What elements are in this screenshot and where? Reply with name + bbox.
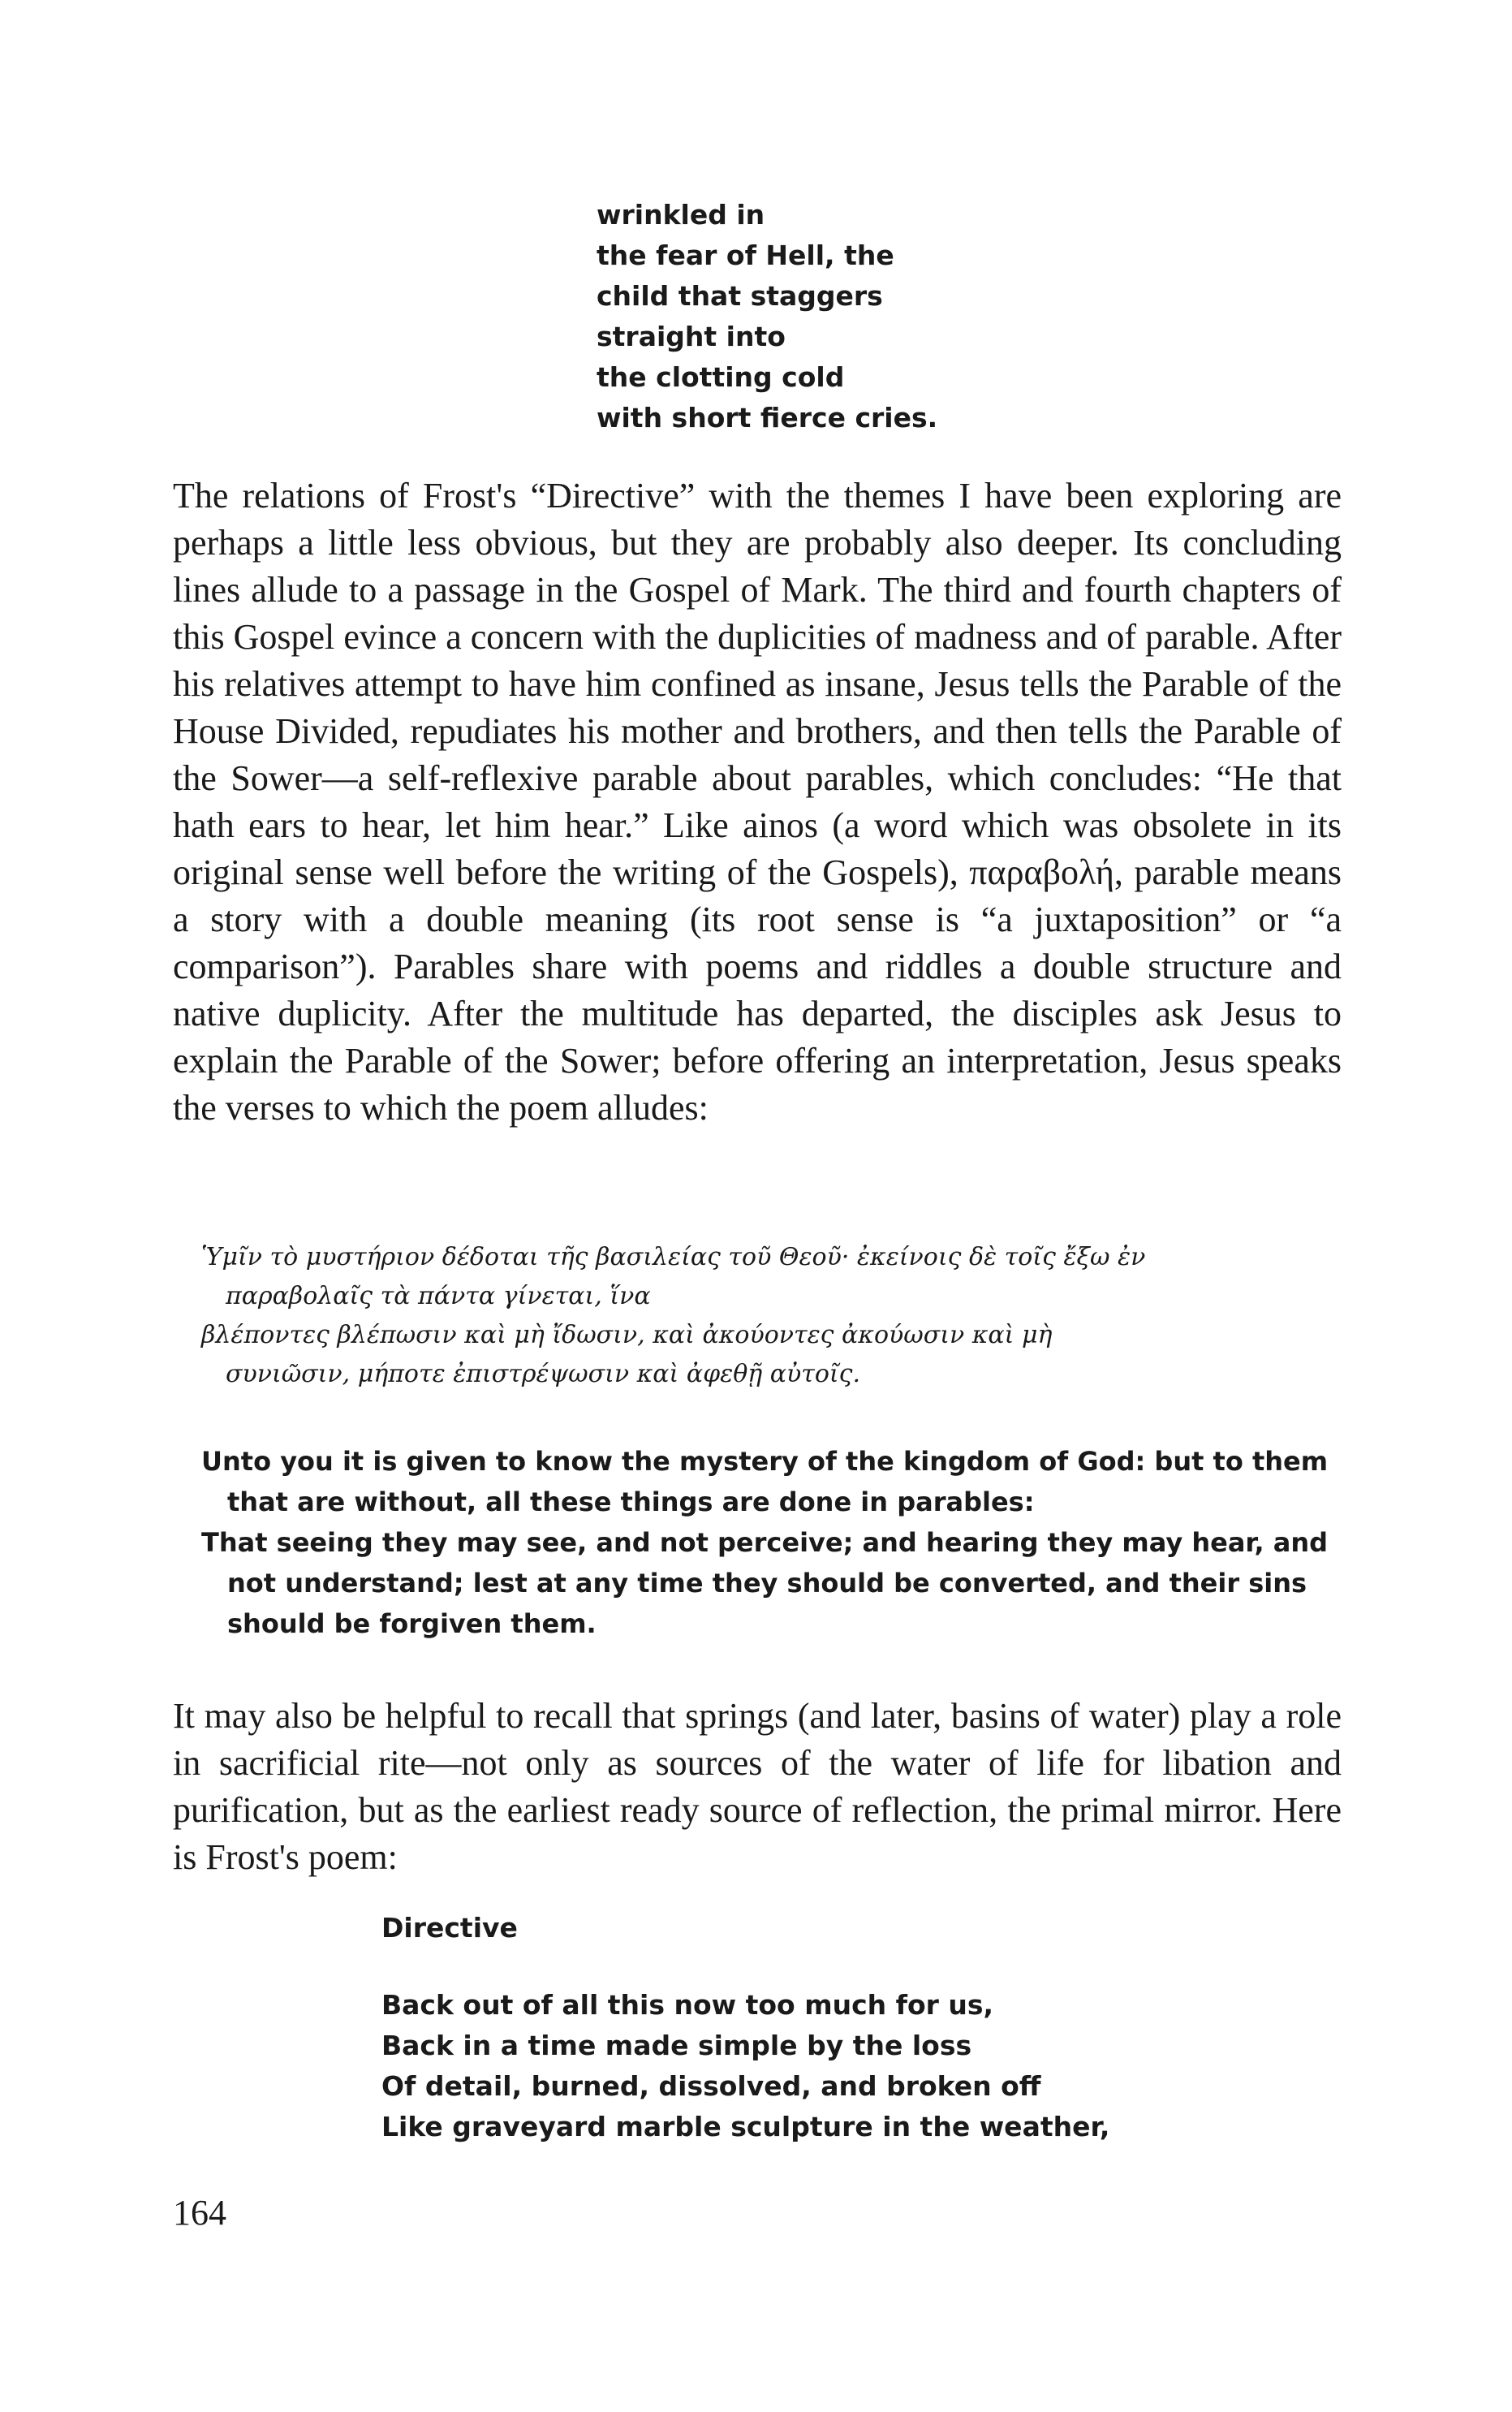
poem-line: the fear of Hell, the — [597, 239, 894, 271]
english-verse: That seeing they may see, and not perceive; and hearing they may hear, and not understand; lest at any time they should be converted, and their sins should be forgiven them. — [201, 1527, 1329, 1639]
poem-line: Back out of all this now too much for us, — [381, 1989, 994, 2021]
top-poem-excerpt — [597, 195, 937, 438]
english-verse: Unto you it is given to know the mystery of the kingdom of God: but to them that are without, all these things are done in parables: — [201, 1446, 1329, 1517]
poem-line: wrinkled in — [597, 199, 765, 231]
page-number: 164 — [173, 2193, 226, 2233]
body-paragraph-2: It may also be helpful to recall that springs (and later, basins of water) play a role in sacrificial rite—not only as sources of the water of life for libation and purification, but as the earliest ready source of reflection, the primal mirror. Here is Frost's poem: — [173, 1696, 1342, 1877]
greek-quotation — [201, 1238, 1321, 1394]
poem-line: straight into — [597, 321, 786, 352]
poem-line: Of detail, burned, dissolved, and broken off — [381, 2070, 1041, 2102]
poem-line: with short fierce cries. — [597, 402, 938, 434]
greek-verse-line: παραβολαῖς τὰ πάντα γίνεται, ἵνα — [226, 1282, 651, 1310]
greek-verse-line: συνιῶσιν, μήποτε ἐπιστρέψωσιν καὶ ἀφεθῇ αὐτοῖς. — [226, 1360, 861, 1388]
poem-line: Back in a time made simple by the loss — [381, 2030, 972, 2061]
poem-line: child that staggers — [597, 280, 883, 312]
poem-line: Like graveyard marble sculpture in the weather, — [381, 2111, 1110, 2142]
poem-excerpt — [381, 1985, 1109, 2147]
english-quotation — [201, 1441, 1329, 1644]
greek-verse-line: βλέποντες βλέπωσιν καὶ μὴ ἴδωσιν, καὶ ἀκούοντες ἀκούωσιν καὶ μὴ — [201, 1321, 1053, 1349]
greek-verse-line: Ὑμῖν τὸ μυστήριον δέδοται τῆς βασιλείας τοῦ Θεοῦ· ἐκείνοις δὲ τοῖς ἔξω ἐν — [201, 1243, 1146, 1271]
body-paragraph-1: The relations of Frost's “Directive” with the themes I have been exploring are perhaps a little less obvious, but they are probably also deeper. Its concluding lines allude to a passage in the Gospel of Mark. The third and fourth chapters of this Gospel evince a concern with the duplicities of madness and of parable. After his relatives attempt to have him confined as insane, Jesus tells the Parable of the House Divided, repudiates his mother and brothers, and then tells the Parable of the Sower—a self-reflexive parable about parables, which concludes: “He that hath ears to hear, let him hear.” Like ainos (a word which was obsolete in its original sense well before the writing of the Gospels), παραβολή, parable means a story with a double meaning (its root sense is “a juxtaposition” or “a comparison”). Parables share with poems and riddles a double structure and native duplicity. After the multitude has departed, the disciples ask Jesus to explain the Parable of the Sower; before offering an interpretation, Jesus speaks the verses to which the poem alludes: — [173, 476, 1342, 1128]
poem-title: Directive — [381, 1912, 518, 1944]
poem-line: the clotting cold — [597, 361, 845, 393]
